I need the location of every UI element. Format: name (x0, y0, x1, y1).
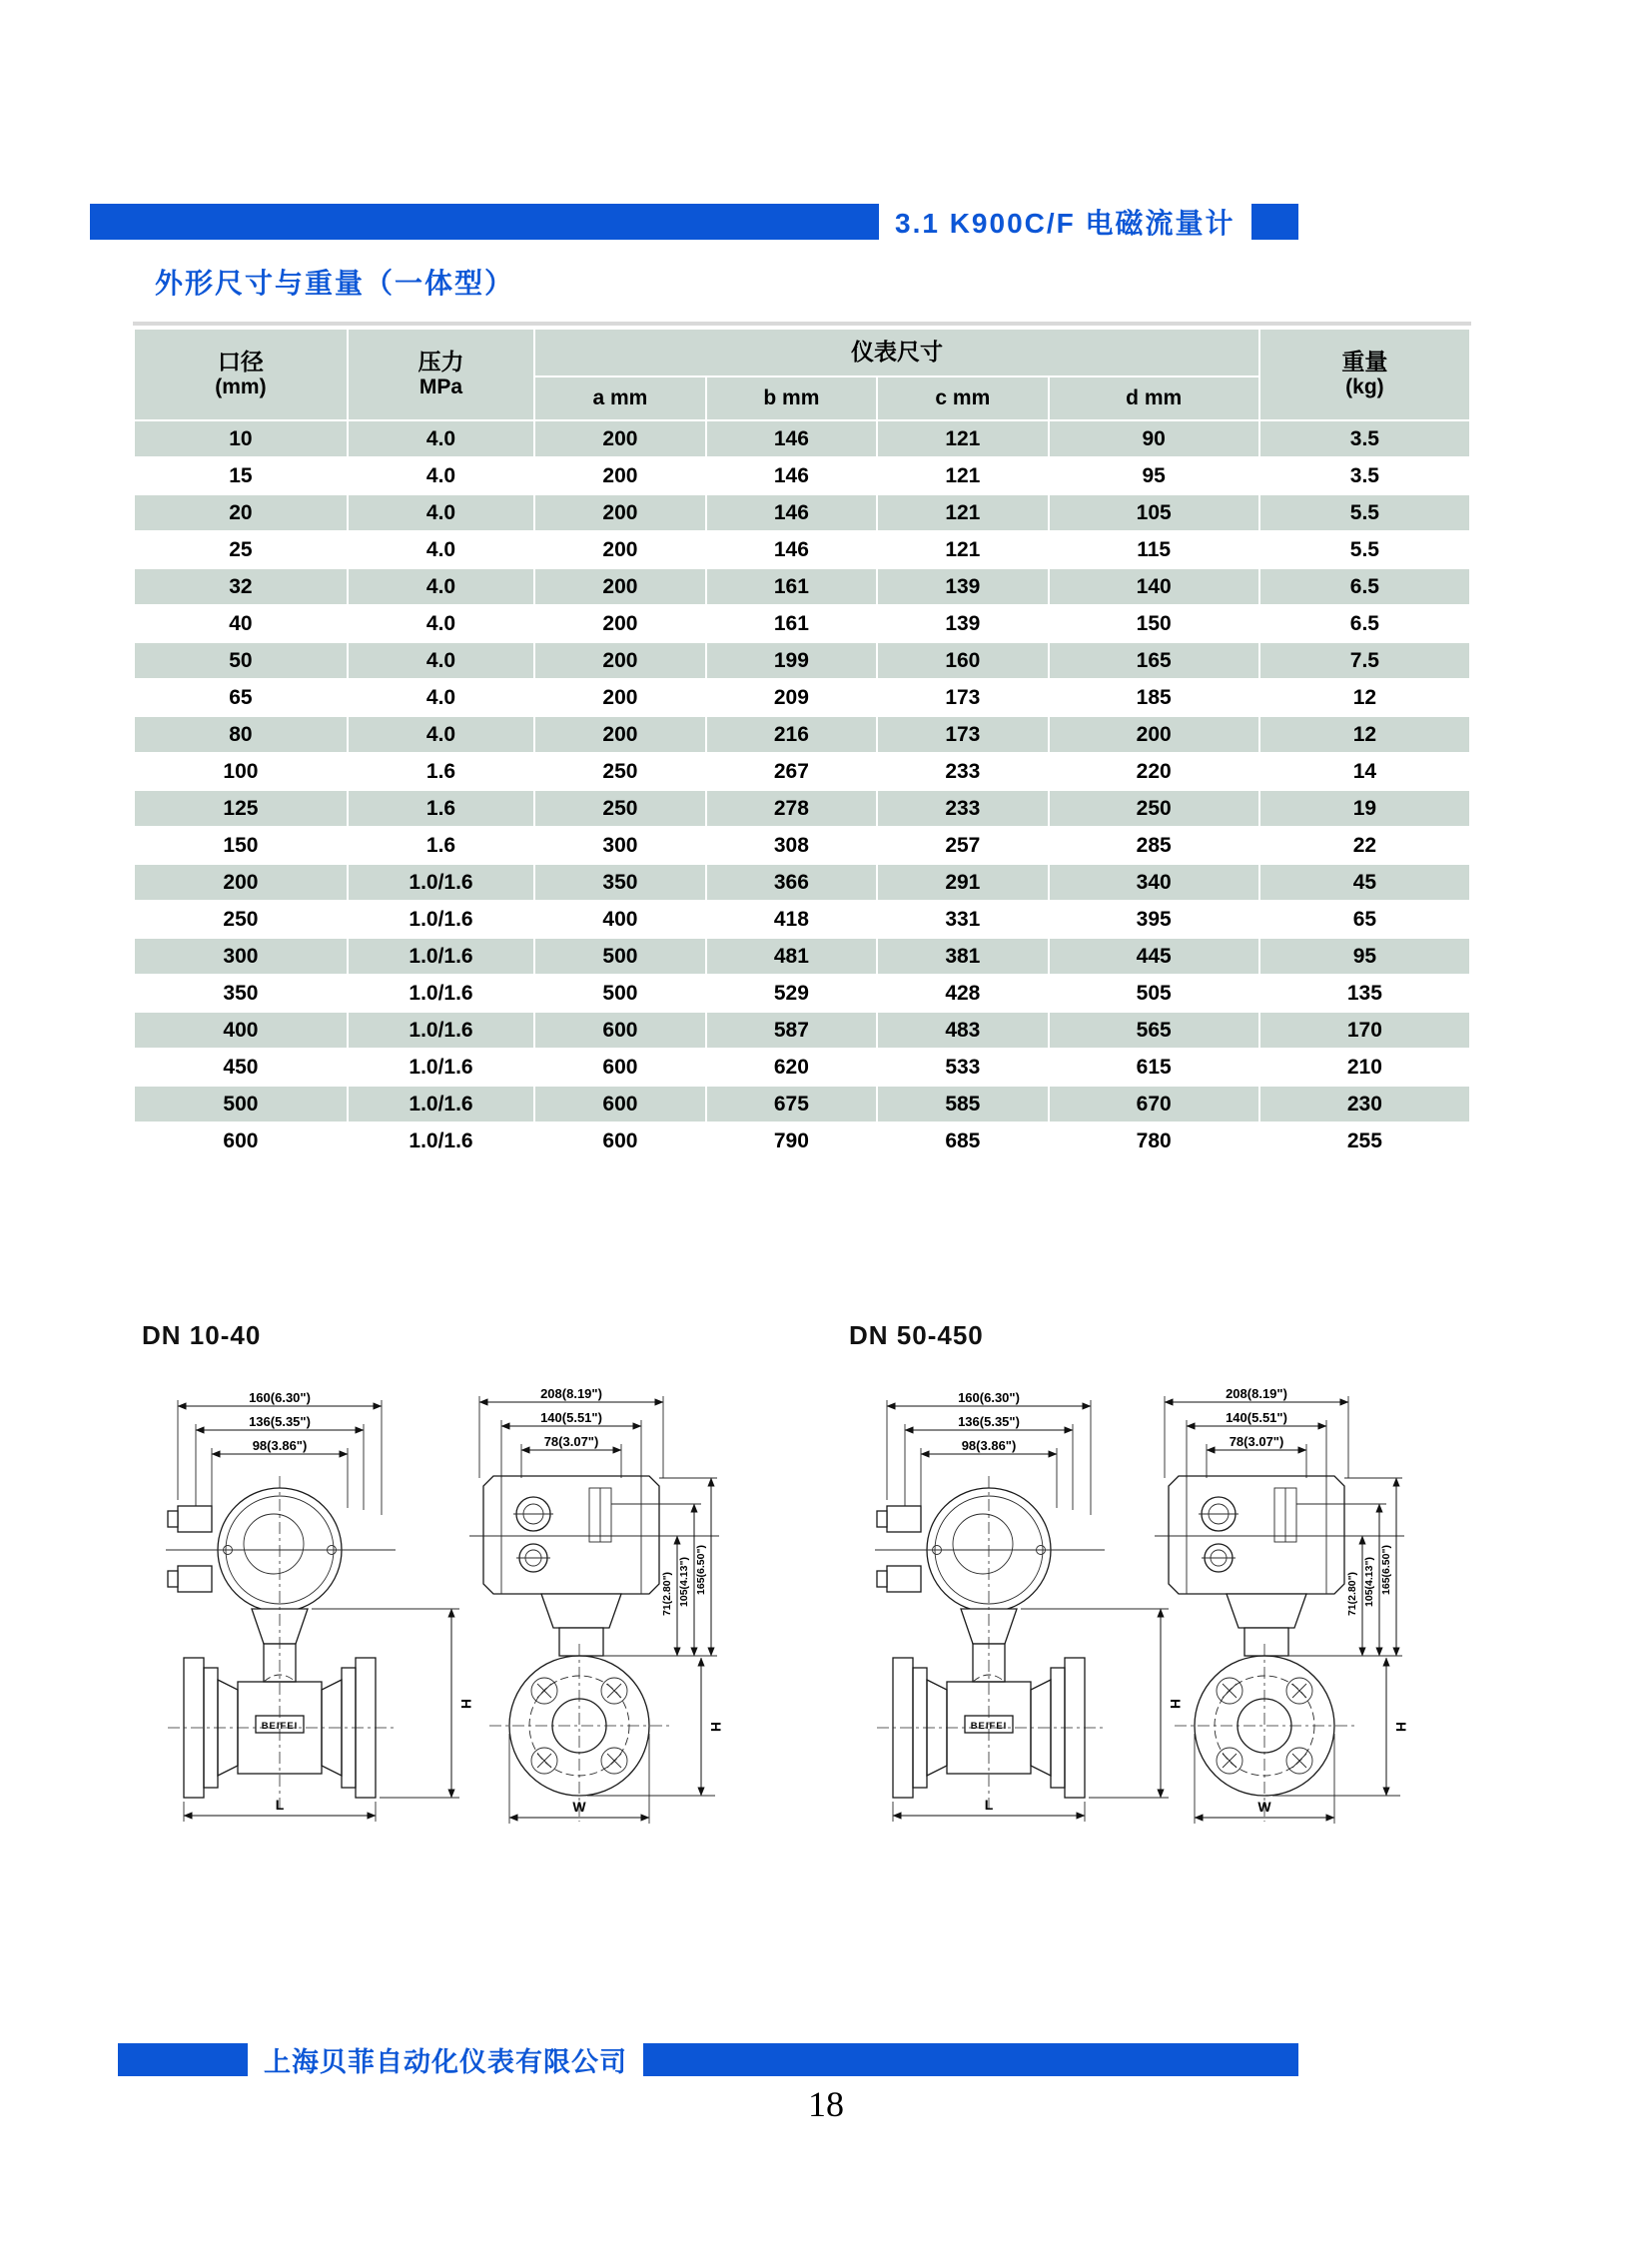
page-footer (118, 2043, 1298, 2076)
cell-pressure: 1.0/1.6 (349, 902, 533, 937)
cell-d: 395 (1050, 902, 1258, 937)
cell-d: 780 (1050, 1123, 1258, 1158)
table-row (135, 1050, 1469, 1085)
cell-a: 200 (535, 421, 704, 456)
table-header (135, 330, 1469, 419)
cell-c: 483 (878, 1013, 1047, 1048)
cell-diameter: 100 (135, 754, 347, 789)
table-row (135, 791, 1469, 826)
cell-weight: 3.5 (1260, 458, 1469, 493)
dim-label-width: W (572, 1799, 586, 1815)
cell-weight: 12 (1260, 680, 1469, 715)
cell-a: 250 (535, 791, 704, 826)
cell-b: 529 (707, 976, 876, 1011)
drawing-group-label-dn10-40: DN 10-40 (142, 1320, 262, 1350)
cell-a: 600 (535, 1013, 704, 1048)
cell-c: 331 (878, 902, 1047, 937)
cell-c: 121 (878, 421, 1047, 456)
cell-diameter: 40 (135, 606, 347, 641)
dim-label-165: 165(6.50") (1380, 1545, 1392, 1595)
dim-label-housing-inner: 78(3.07") (1229, 1434, 1284, 1449)
cell-diameter: 350 (135, 976, 347, 1011)
cell-d: 285 (1050, 828, 1258, 863)
cell-b: 587 (707, 1013, 876, 1048)
cell-b: 790 (707, 1123, 876, 1158)
cell-c: 139 (878, 606, 1047, 641)
cell-c: 685 (878, 1123, 1047, 1158)
dimensions-table (133, 328, 1471, 1160)
dim-label-105: 105(4.13") (1363, 1557, 1375, 1607)
cell-a: 400 (535, 902, 704, 937)
dim-label-mid-width: 136(5.35") (249, 1414, 311, 1429)
cell-weight: 7.5 (1260, 643, 1469, 678)
cell-b: 161 (707, 569, 876, 604)
cell-diameter: 200 (135, 865, 347, 900)
cell-pressure: 4.0 (349, 569, 533, 604)
cell-b: 675 (707, 1087, 876, 1121)
col-header-d: d mm (1050, 377, 1258, 419)
cell-pressure: 4.0 (349, 680, 533, 715)
cell-weight: 6.5 (1260, 569, 1469, 604)
table-row (135, 865, 1469, 900)
cell-d: 200 (1050, 717, 1258, 752)
cell-b: 146 (707, 458, 876, 493)
cell-d: 565 (1050, 1013, 1258, 1048)
cell-d: 250 (1050, 791, 1258, 826)
cell-diameter: 300 (135, 939, 347, 974)
cell-b: 216 (707, 717, 876, 752)
cell-pressure: 4.0 (349, 421, 533, 456)
dim-label-housing-mid: 140(5.51") (540, 1410, 602, 1425)
table-row (135, 680, 1469, 715)
cell-weight: 6.5 (1260, 606, 1469, 641)
table-row (135, 421, 1469, 456)
table-row (135, 1013, 1469, 1048)
table-row (135, 1123, 1469, 1158)
dimensions-table-wrap (133, 322, 1471, 1160)
cell-a: 200 (535, 532, 704, 567)
dim-label-71: 71(2.80") (1346, 1571, 1358, 1617)
cell-c: 173 (878, 717, 1047, 752)
table-row (135, 495, 1469, 530)
cell-diameter: 400 (135, 1013, 347, 1048)
side-view-drawing-dn10-40 (461, 1386, 741, 1831)
cell-pressure: 4.0 (349, 643, 533, 678)
cell-d: 90 (1050, 421, 1258, 456)
cell-a: 600 (535, 1123, 704, 1158)
cell-weight: 230 (1260, 1087, 1469, 1121)
cell-c: 121 (878, 532, 1047, 567)
cell-a: 200 (535, 643, 704, 678)
cell-c: 233 (878, 754, 1047, 789)
dim-label-height: H (458, 1698, 474, 1710)
cell-diameter: 80 (135, 717, 347, 752)
table-row (135, 976, 1469, 1011)
cell-diameter: 500 (135, 1087, 347, 1121)
cell-c: 173 (878, 680, 1047, 715)
cell-b: 209 (707, 680, 876, 715)
col-header-weight-line1: 重量 (1341, 349, 1388, 375)
cell-diameter: 150 (135, 828, 347, 863)
table-row (135, 1087, 1469, 1121)
cell-weight: 12 (1260, 717, 1469, 752)
cell-diameter: 32 (135, 569, 347, 604)
dim-label-height: H (708, 1721, 724, 1733)
table-row (135, 458, 1469, 493)
dim-label-overall-width: 160(6.30") (958, 1390, 1020, 1405)
cell-a: 200 (535, 606, 704, 641)
cell-pressure: 1.0/1.6 (349, 976, 533, 1011)
cell-a: 200 (535, 680, 704, 715)
cell-weight: 255 (1260, 1123, 1469, 1158)
cell-b: 146 (707, 532, 876, 567)
footer-accent-bar-right (643, 2043, 1298, 2076)
cell-a: 200 (535, 717, 704, 752)
front-view-drawing-dn50-450 (859, 1390, 1189, 1830)
cell-d: 150 (1050, 606, 1258, 641)
cell-diameter: 125 (135, 791, 347, 826)
dim-label-165: 165(6.50") (695, 1545, 707, 1595)
dim-label-housing-mid: 140(5.51") (1226, 1410, 1287, 1425)
drawing-group-label-dn50-450: DN 50-450 (849, 1320, 984, 1350)
cell-pressure: 1.0/1.6 (349, 1050, 533, 1085)
cell-b: 278 (707, 791, 876, 826)
dim-label-105: 105(4.13") (678, 1557, 690, 1607)
cell-weight: 135 (1260, 976, 1469, 1011)
cell-pressure: 1.6 (349, 791, 533, 826)
cell-c: 160 (878, 643, 1047, 678)
col-header-diameter-line2: (mm) (215, 375, 267, 399)
cell-b: 146 (707, 421, 876, 456)
table-row (135, 828, 1469, 863)
cell-pressure: 1.0/1.6 (349, 1013, 533, 1048)
page-header-title: 3.1 K900C/F 电磁流量计 (895, 208, 1236, 239)
cell-weight: 22 (1260, 828, 1469, 863)
dim-label-housing-width: 208(8.19") (540, 1386, 602, 1401)
cell-pressure: 4.0 (349, 532, 533, 567)
cell-a: 500 (535, 976, 704, 1011)
col-header-weight (1260, 330, 1469, 419)
cell-c: 428 (878, 976, 1047, 1011)
dim-label-mid-width: 136(5.35") (958, 1414, 1020, 1429)
cell-pressure: 1.0/1.6 (349, 1087, 533, 1121)
dim-label-inner-width: 98(3.86") (252, 1438, 308, 1453)
cell-a: 300 (535, 828, 704, 863)
cell-weight: 14 (1260, 754, 1469, 789)
footer-company-name: 上海贝菲自动化仪表有限公司 (264, 2047, 627, 2077)
cell-d: 165 (1050, 643, 1258, 678)
cell-diameter: 15 (135, 458, 347, 493)
cell-pressure: 4.0 (349, 458, 533, 493)
cell-b: 146 (707, 495, 876, 530)
dim-label-overall-width: 160(6.30") (249, 1390, 311, 1405)
col-header-c: c mm (878, 377, 1047, 419)
cell-a: 200 (535, 495, 704, 530)
cell-weight: 19 (1260, 791, 1469, 826)
col-header-diameter (135, 330, 347, 419)
cell-c: 257 (878, 828, 1047, 863)
table-row (135, 569, 1469, 604)
cell-d: 95 (1050, 458, 1258, 493)
cell-pressure: 1.6 (349, 828, 533, 863)
table-row (135, 939, 1469, 974)
cell-c: 121 (878, 458, 1047, 493)
cell-c: 291 (878, 865, 1047, 900)
cell-c: 121 (878, 495, 1047, 530)
table-top-rule (133, 322, 1471, 326)
cell-weight: 210 (1260, 1050, 1469, 1085)
cell-a: 600 (535, 1087, 704, 1121)
dim-label-width: W (1257, 1799, 1271, 1815)
dim-label-71: 71(2.80") (661, 1571, 673, 1617)
cell-c: 233 (878, 791, 1047, 826)
dim-label-length: L (275, 1797, 285, 1813)
table-body (135, 421, 1469, 1158)
cell-b: 366 (707, 865, 876, 900)
table-row (135, 717, 1469, 752)
cell-pressure: 4.0 (349, 606, 533, 641)
cell-diameter: 25 (135, 532, 347, 567)
cell-diameter: 250 (135, 902, 347, 937)
cell-pressure: 1.0/1.6 (349, 939, 533, 974)
cell-diameter: 20 (135, 495, 347, 530)
dim-label-housing-width: 208(8.19") (1226, 1386, 1287, 1401)
cell-c: 139 (878, 569, 1047, 604)
cell-d: 505 (1050, 976, 1258, 1011)
cell-d: 220 (1050, 754, 1258, 789)
header-accent-bar-left (90, 204, 879, 240)
dim-label-housing-inner: 78(3.07") (543, 1434, 599, 1449)
cell-a: 200 (535, 569, 704, 604)
cell-d: 185 (1050, 680, 1258, 715)
cell-diameter: 50 (135, 643, 347, 678)
cell-d: 340 (1050, 865, 1258, 900)
cell-weight: 65 (1260, 902, 1469, 937)
cell-weight: 45 (1260, 865, 1469, 900)
table-row (135, 754, 1469, 789)
cell-pressure: 1.0/1.6 (349, 865, 533, 900)
col-header-diameter-line1: 口径 (217, 349, 264, 375)
col-header-weight-line2: (kg) (1345, 375, 1384, 399)
cell-weight: 95 (1260, 939, 1469, 974)
table-row (135, 643, 1469, 678)
cell-b: 481 (707, 939, 876, 974)
cell-b: 620 (707, 1050, 876, 1085)
cell-d: 445 (1050, 939, 1258, 974)
cell-pressure: 4.0 (349, 717, 533, 752)
col-header-pressure-line1: 压力 (417, 349, 464, 375)
cell-b: 308 (707, 828, 876, 863)
table-row (135, 902, 1469, 937)
cell-b: 418 (707, 902, 876, 937)
col-header-pressure (349, 330, 533, 419)
cell-b: 199 (707, 643, 876, 678)
page-number: 18 (808, 2084, 844, 2124)
cell-d: 115 (1050, 532, 1258, 567)
cell-a: 500 (535, 939, 704, 974)
col-header-meter-dimensions: 仪表尺寸 (535, 330, 1258, 375)
cell-diameter: 65 (135, 680, 347, 715)
dim-label-inner-width: 98(3.86") (961, 1438, 1017, 1453)
dim-label-length: L (984, 1797, 994, 1813)
dim-label-height: H (1393, 1721, 1409, 1733)
cell-pressure: 1.6 (349, 754, 533, 789)
cell-diameter: 10 (135, 421, 347, 456)
cell-weight: 170 (1260, 1013, 1469, 1048)
cell-pressure: 4.0 (349, 495, 533, 530)
cell-b: 161 (707, 606, 876, 641)
cell-diameter: 450 (135, 1050, 347, 1085)
cell-c: 381 (878, 939, 1047, 974)
table-header-row-1 (135, 330, 1469, 375)
cell-diameter: 600 (135, 1123, 347, 1158)
footer-accent-bar-left (118, 2043, 248, 2076)
cell-pressure: 1.0/1.6 (349, 1123, 533, 1158)
cell-weight: 3.5 (1260, 421, 1469, 456)
front-view-drawing-dn10-40 (150, 1390, 479, 1830)
side-view-drawing-dn50-450 (1147, 1386, 1426, 1831)
cell-d: 670 (1050, 1087, 1258, 1121)
cell-a: 200 (535, 458, 704, 493)
cell-c: 585 (878, 1087, 1047, 1121)
cell-b: 267 (707, 754, 876, 789)
nameplate-label: BEIFEI (261, 1721, 299, 1732)
cell-d: 105 (1050, 495, 1258, 530)
table-row (135, 606, 1469, 641)
col-header-b: b mm (707, 377, 876, 419)
nameplate-label: BEIFEI (970, 1721, 1008, 1732)
col-header-a: a mm (535, 377, 704, 419)
col-header-pressure-line2: MPa (418, 375, 463, 399)
cell-weight: 5.5 (1260, 495, 1469, 530)
table-row (135, 532, 1469, 567)
cell-weight: 5.5 (1260, 532, 1469, 567)
page-header (90, 204, 1298, 240)
dim-label-height: H (1168, 1698, 1184, 1710)
cell-a: 250 (535, 754, 704, 789)
cell-a: 350 (535, 865, 704, 900)
cell-d: 140 (1050, 569, 1258, 604)
cell-d: 615 (1050, 1050, 1258, 1085)
cell-a: 600 (535, 1050, 704, 1085)
cell-c: 533 (878, 1050, 1047, 1085)
section-title: 外形尺寸与重量（一体型） (155, 268, 515, 299)
header-accent-bar-right (1251, 204, 1298, 240)
